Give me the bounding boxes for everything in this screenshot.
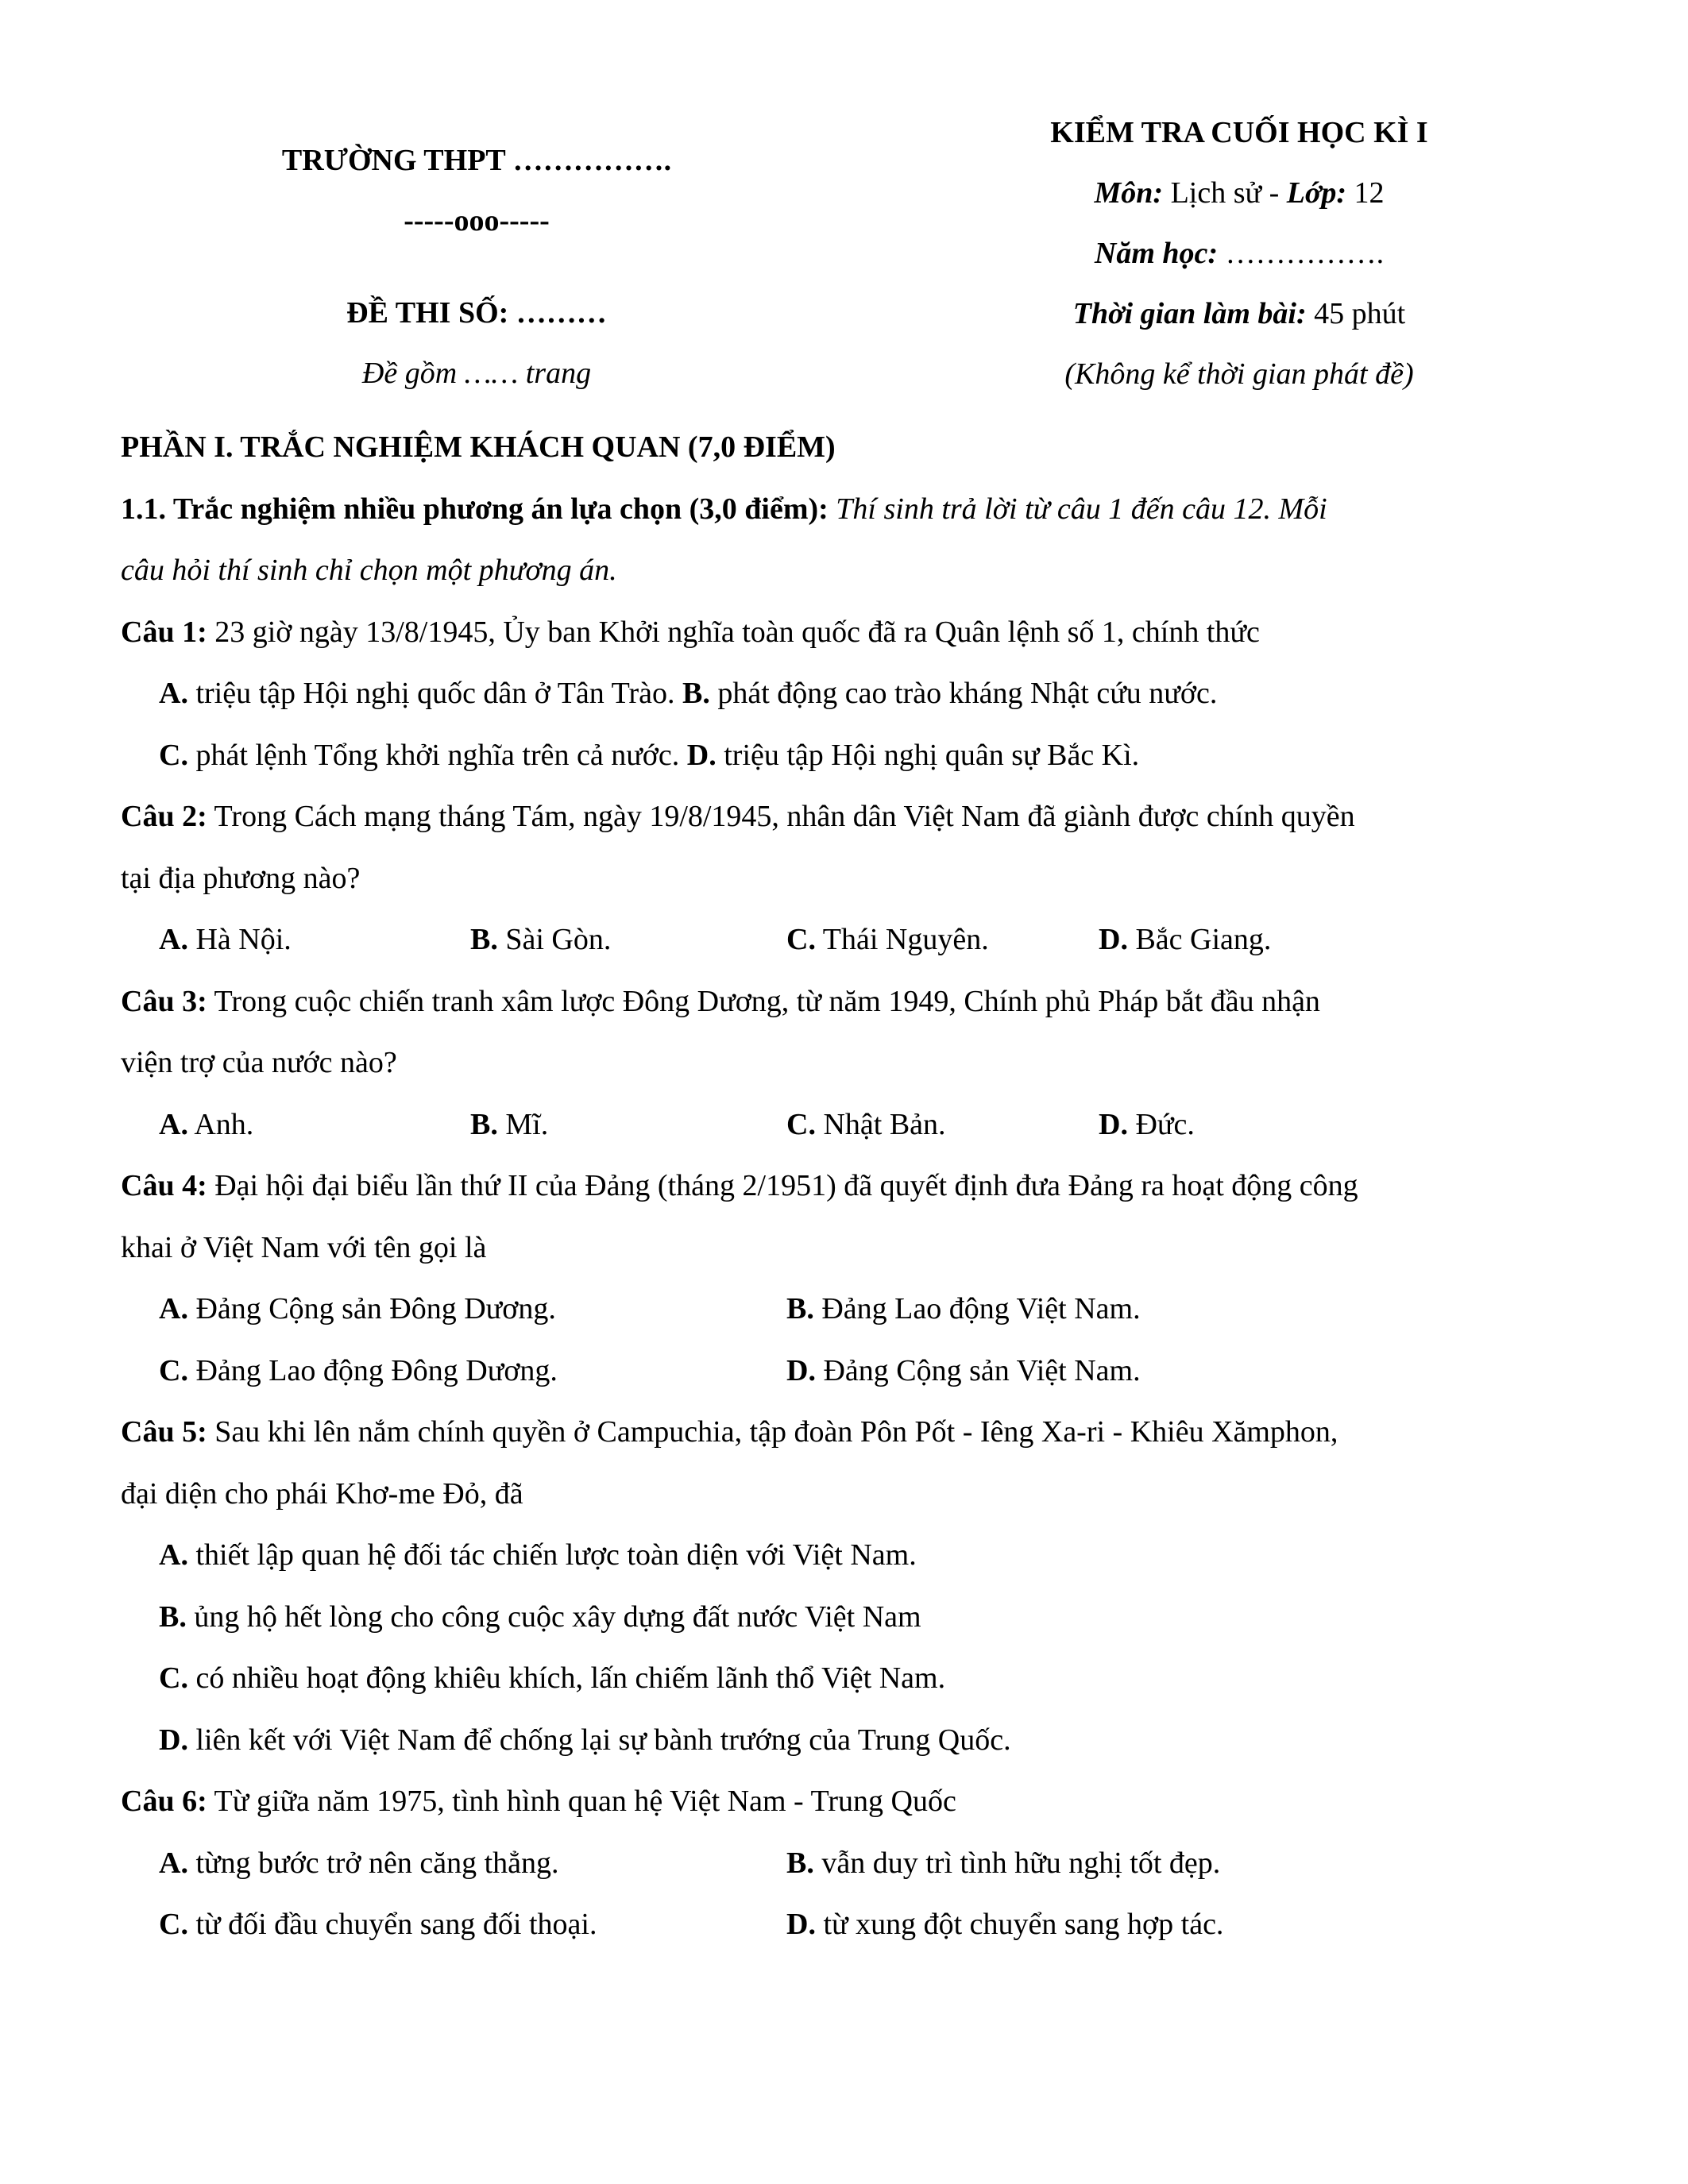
question-4	[121, 1156, 1578, 1217]
option-text: Mĩ.	[497, 1107, 549, 1141]
question-label: Câu 3:	[121, 984, 207, 1018]
option-text: Đảng Cộng sản Đông Dương.	[187, 1292, 556, 1325]
question-text: Trong cuộc chiến tranh xâm lược Đông Dương, từ năm 1949, Chính phủ Pháp bắt đầu nhận	[207, 984, 1320, 1018]
option-key: A.	[159, 1292, 188, 1325]
option-text: Đảng Lao động Việt Nam.	[813, 1292, 1141, 1325]
grade-label: Lớp:	[1286, 176, 1347, 210]
option-key: A.	[159, 1538, 188, 1572]
options-row	[121, 1094, 1578, 1156]
option-key: C.	[159, 738, 188, 772]
options-row	[121, 1894, 1578, 1956]
option-key: A.	[159, 1846, 188, 1880]
option-key: D.	[786, 1908, 816, 1941]
question-text-cont: khai ở Việt Nam với tên gọi là	[121, 1230, 487, 1264]
option-text: Nhật Bản.	[815, 1107, 946, 1141]
option-b	[470, 909, 786, 971]
option-text: từng bước trở nên căng thẳng.	[187, 1846, 559, 1880]
option-text: Đảng Lao động Đông Dương.	[187, 1353, 558, 1387]
subject-line	[898, 176, 1581, 236]
option-key: A.	[159, 677, 188, 710]
option-d	[1099, 1094, 1195, 1156]
question-label: Câu 5:	[121, 1415, 207, 1449]
grade-value: 12	[1346, 176, 1385, 210]
question-text: Sau khi lên nắm chính quyền ở Campuchia, tập đoàn Pôn Pốt - Iêng Xa-ri - Khiêu Xămphon,	[207, 1415, 1338, 1449]
section-instruction-cont: câu hỏi thí sinh chỉ chọn một phương án.	[121, 554, 617, 587]
option-key: D.	[1099, 1107, 1128, 1141]
exam-title: KIỂM TRA CUỐI HỌC KÌ I	[1050, 116, 1428, 149]
question-text-cont: viện trợ của nước nào?	[121, 1046, 397, 1079]
question-text: Từ giữa năm 1975, tình hình quan hệ Việt Nam - Trung Quốc	[207, 1785, 956, 1818]
time-line	[898, 296, 1581, 357]
option-b	[786, 1279, 1141, 1341]
option-text: từ đối đầu chuyển sang đối thoại.	[187, 1908, 597, 1941]
option-c	[159, 1341, 786, 1403]
section-title: 1.1. Trắc nghiệm nhiều phương án lựa chọn (3,0 điểm):	[121, 492, 829, 526]
option-a	[159, 909, 470, 971]
question-text-cont: tại địa phương nào?	[121, 861, 361, 895]
option-c	[786, 909, 1099, 971]
time-value: 45 phút	[1306, 297, 1406, 330]
question-text: 23 giờ ngày 13/8/1945, Ủy ban Khởi nghĩa toàn quốc đã ra Quân lệnh số 1, chính thức	[207, 615, 1260, 649]
option-text: Hà Nội.	[187, 923, 292, 956]
page-count: Đề gồm …… trang	[361, 357, 592, 390]
option-key: D.	[159, 1723, 188, 1757]
option-key: B.	[470, 1107, 498, 1141]
option-text: từ xung đột chuyển sang hợp tác.	[815, 1908, 1224, 1941]
option-key: C.	[786, 923, 816, 956]
section-instruction: Thí sinh trả lời từ câu 1 đến câu 12. Mỗi	[828, 492, 1327, 526]
option-text: Bắc Giang.	[1127, 923, 1272, 956]
option-a	[159, 1833, 786, 1895]
option-c	[121, 1648, 1578, 1710]
question-text: Đại hội đại biểu lần thứ II của Đảng (tháng 2/1951) đã quyết định đưa Đảng ra hoạt động công	[207, 1169, 1358, 1202]
option-key: D.	[786, 1353, 816, 1387]
option-text: Đảng Cộng sản Việt Nam.	[815, 1353, 1141, 1387]
option-key: A.	[159, 1107, 188, 1141]
option-c	[786, 1094, 1099, 1156]
question-2	[121, 786, 1578, 848]
option-key: D.	[1099, 923, 1128, 956]
year-line	[898, 236, 1581, 296]
year-value: …………….	[1218, 237, 1385, 270]
option-key: B.	[470, 923, 498, 956]
option-text: triệu tập Hội nghị quốc dân ở Tân Trào.	[187, 677, 682, 710]
section-heading	[121, 479, 1578, 541]
question-text-cont: đại diện cho phái Khơ-me Đỏ, đã	[121, 1476, 523, 1511]
question-text: Trong Cách mạng tháng Tám, ngày 19/8/1945, nhân dân Việt Nam đã giành được chính quyền	[207, 800, 1355, 833]
option-c	[159, 1894, 786, 1956]
option-d	[1099, 909, 1271, 971]
options-row	[121, 663, 1578, 725]
time-note: (Không kể thời gian phát đề)	[1064, 357, 1414, 391]
question-label: Câu 2:	[121, 800, 207, 833]
exam-body	[121, 417, 1578, 1956]
subject-label: Môn:	[1094, 176, 1164, 210]
option-text: Thái Nguyên.	[815, 923, 989, 956]
option-d	[786, 1341, 1141, 1403]
question-label: Câu 4:	[121, 1169, 207, 1202]
option-key: C.	[159, 1661, 188, 1695]
option-text: phát lệnh Tổng khởi nghĩa trên cả nước.	[187, 738, 687, 772]
options-row	[121, 1279, 1578, 1341]
school-name: TRƯỜNG THPT …………….	[281, 144, 672, 177]
options-row	[121, 1833, 1578, 1895]
option-key: D.	[686, 738, 717, 772]
header-right	[898, 115, 1581, 417]
option-d	[786, 1894, 1223, 1956]
option-text: vẫn duy trì tình hữu nghị tốt đẹp.	[813, 1846, 1221, 1880]
option-text: Đức.	[1127, 1107, 1195, 1141]
subject-value: Lịch sử -	[1163, 176, 1287, 210]
question-3	[121, 971, 1578, 1033]
option-a	[159, 1279, 786, 1341]
question-1	[121, 602, 1578, 664]
option-text: ủng hộ hết lòng cho công cuộc xây dựng đất nước Việt Nam	[186, 1599, 921, 1634]
option-key: B.	[682, 677, 710, 710]
option-key: A.	[159, 923, 188, 956]
time-label: Thời gian làm bài:	[1072, 297, 1307, 330]
option-text: Anh.	[187, 1107, 254, 1141]
option-text: có nhiều hoạt động khiêu khích, lấn chiếm lãnh thổ Việt Nam.	[187, 1661, 946, 1695]
option-text: thiết lập quan hệ đối tác chiến lược toàn diện với Việt Nam.	[187, 1538, 917, 1572]
option-key: B.	[159, 1599, 187, 1634]
question-6	[121, 1771, 1578, 1833]
exam-number: ĐỀ THI SỐ: ………	[346, 296, 607, 330]
option-a	[159, 1094, 470, 1156]
option-a	[121, 1525, 1578, 1587]
option-key: C.	[786, 1107, 816, 1141]
question-label: Câu 6:	[121, 1785, 207, 1818]
option-key: B.	[786, 1846, 814, 1880]
option-key: C.	[159, 1353, 188, 1387]
year-label: Năm học:	[1094, 237, 1219, 270]
question-label: Câu 1:	[121, 615, 207, 649]
header-divider: -----ooo-----	[404, 204, 550, 237]
options-row	[121, 909, 1578, 971]
header-left	[159, 143, 794, 416]
option-b	[470, 1094, 786, 1156]
option-b	[786, 1833, 1220, 1895]
question-5	[121, 1402, 1578, 1464]
part-title: PHẦN I. TRẮC NGHIỆM KHÁCH QUAN (7,0 ĐIỂM)	[121, 430, 836, 464]
option-text: liên kết với Việt Nam để chống lại sự bành trướng của Trung Quốc.	[187, 1723, 1011, 1757]
options-row	[121, 725, 1578, 787]
option-key: B.	[786, 1292, 814, 1325]
option-b	[121, 1587, 1578, 1649]
option-key: C.	[159, 1908, 188, 1941]
option-d	[121, 1710, 1578, 1772]
option-text: Sài Gòn.	[497, 923, 612, 956]
options-row	[121, 1341, 1578, 1403]
option-text: phát động cao trào kháng Nhật cứu nước.	[709, 677, 1218, 710]
option-text: triệu tập Hội nghị quân sự Bắc Kì.	[716, 738, 1140, 772]
